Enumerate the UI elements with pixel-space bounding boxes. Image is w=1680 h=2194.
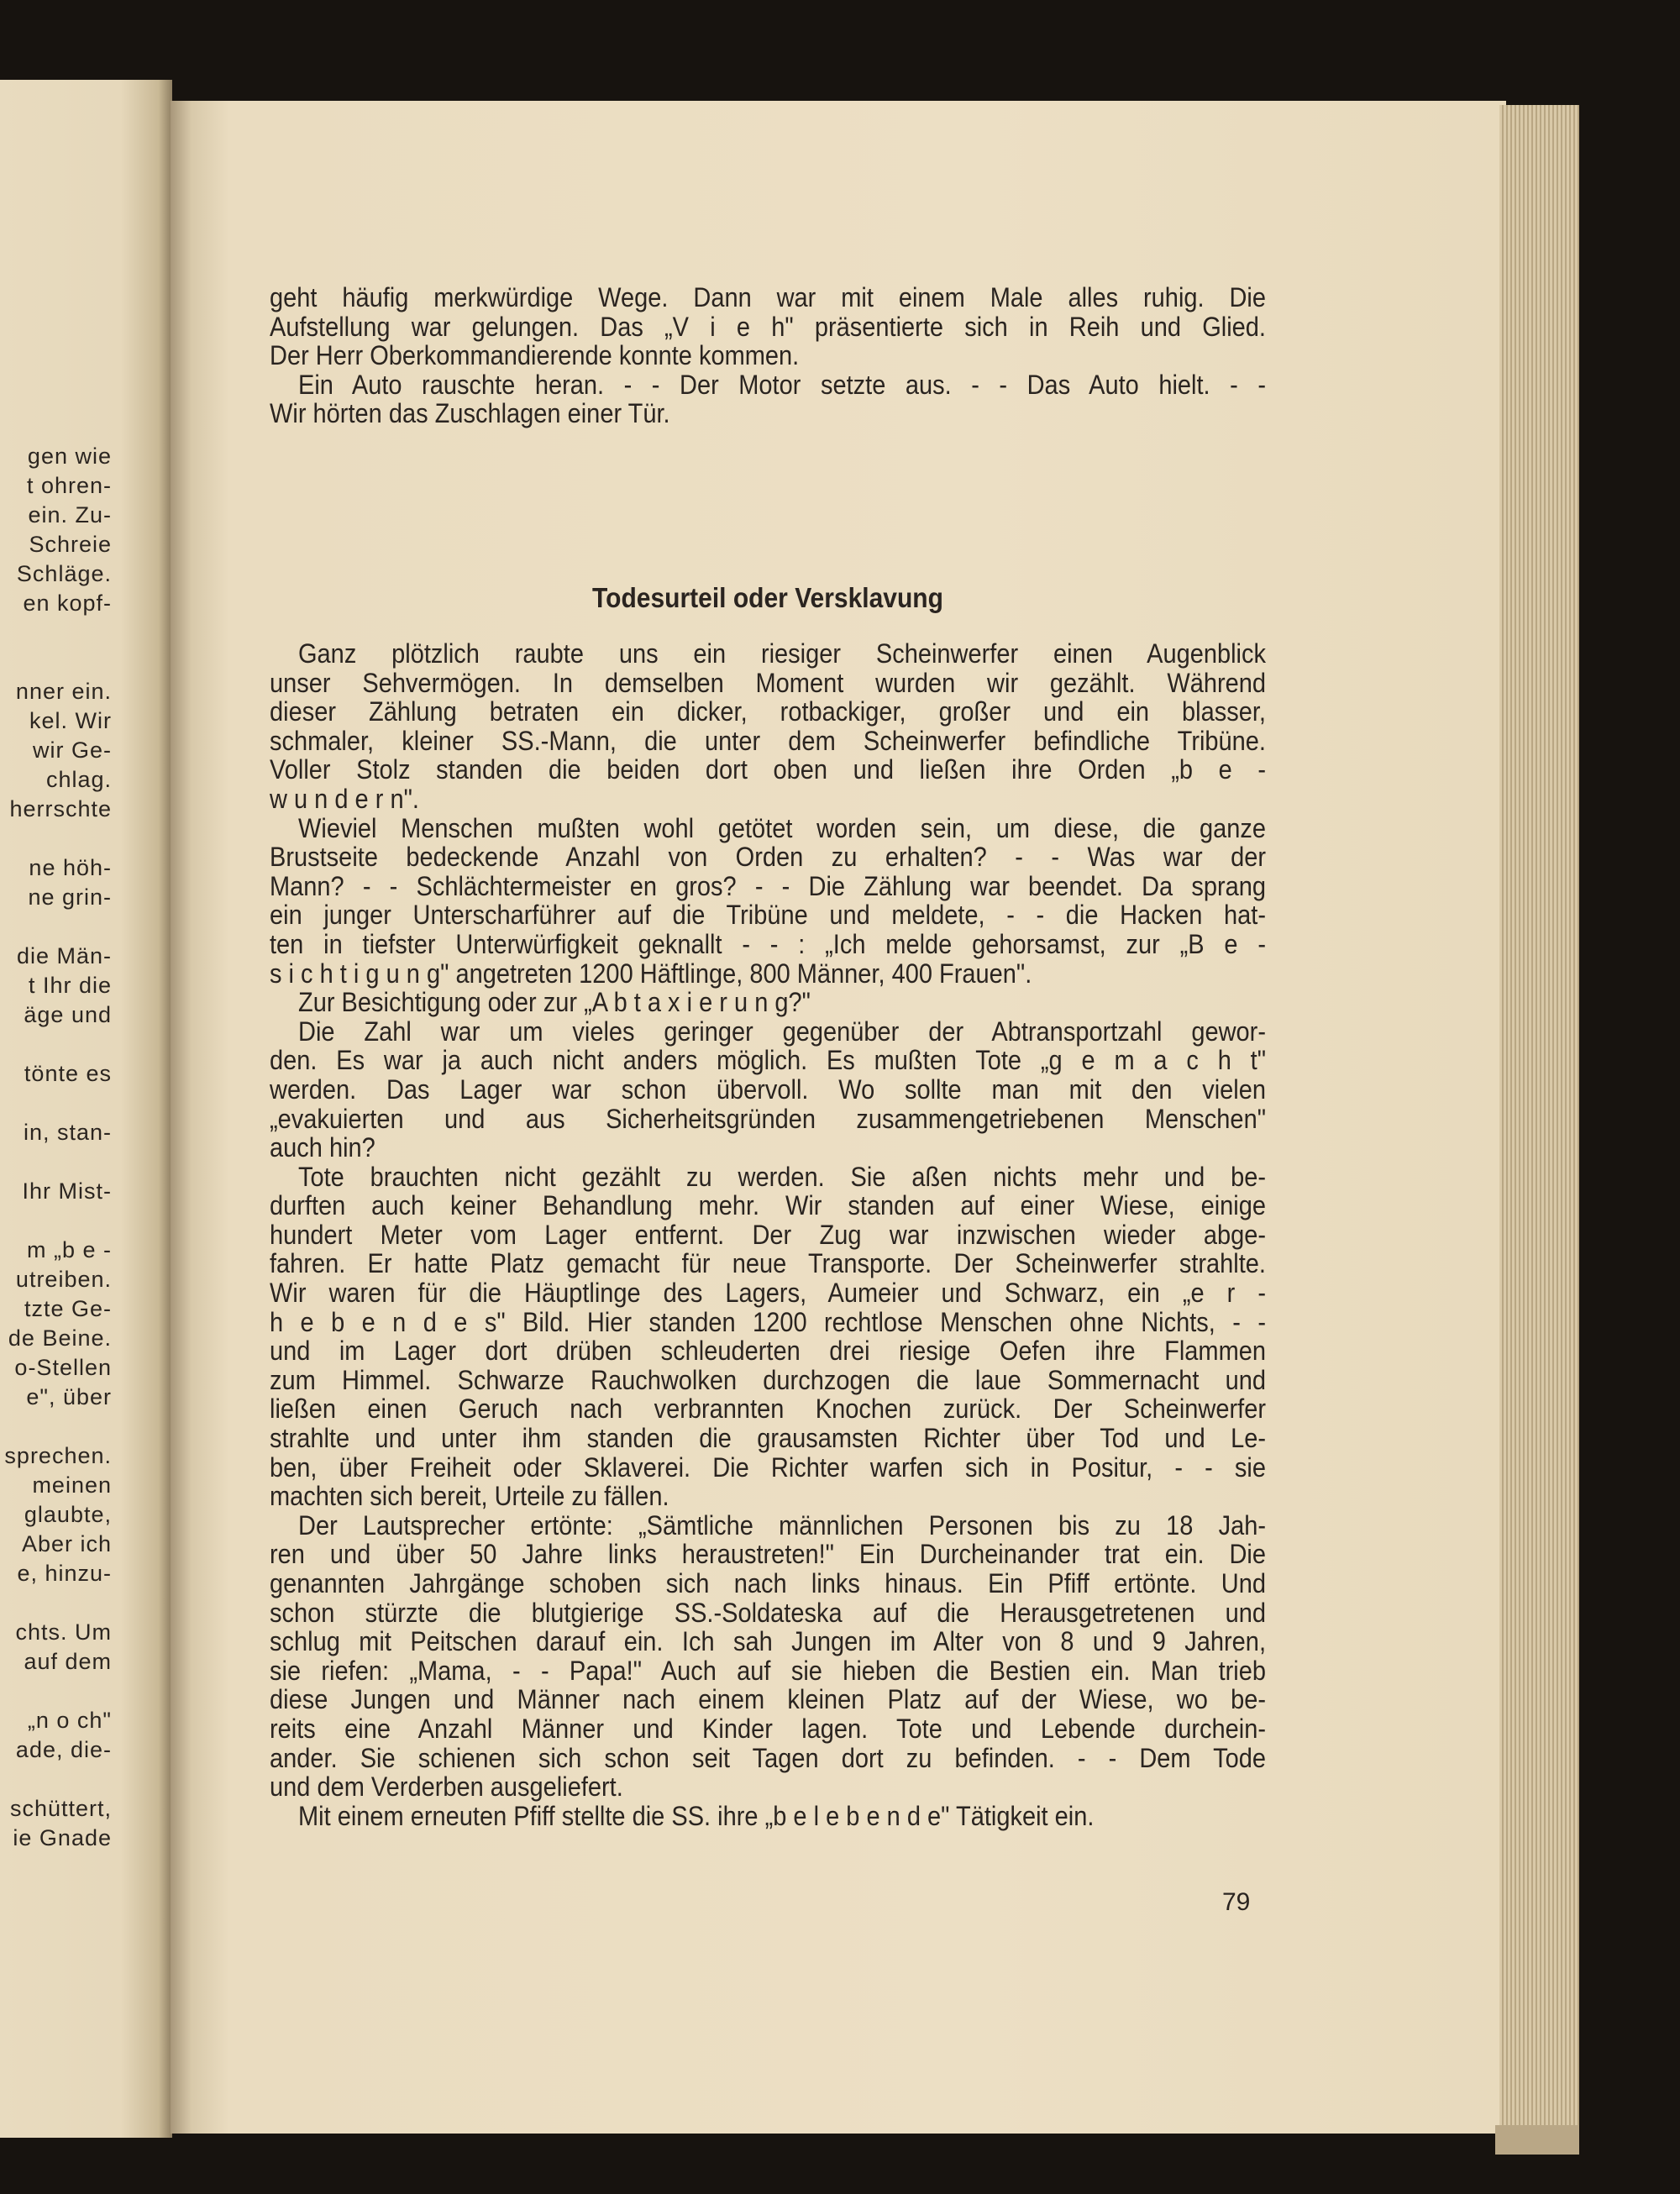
left-page-line: chlag.: [45, 767, 112, 792]
text-line: hundert Meter vom Lager entfernt. Der Zug war inzwischen wieder abge-: [270, 1220, 1266, 1251]
left-page-line: sprechen.: [4, 1443, 112, 1468]
left-page-line: en kopf-: [23, 590, 112, 616]
left-page-line: o-Stellen: [14, 1355, 112, 1380]
text-line: w u n d e r n".: [270, 785, 419, 815]
text-line: zum Himmel. Schwarze Rauchwolken durchzogen die laue Sommernacht und: [270, 1365, 1266, 1396]
left-page-line: herrschte: [9, 796, 112, 821]
text-line: „evakuierten und aus Sicherheitsgründen zusammengetriebenen Menschen": [270, 1104, 1266, 1135]
paragraph: [270, 1163, 1266, 1512]
text-line: Der Herr Oberkommandierende konnte kommen.: [270, 341, 800, 372]
text-line: machten sich bereit, Urteile zu fällen.: [270, 1482, 669, 1513]
left-page-line: äge und: [24, 1002, 112, 1027]
text-line: Wir hörten das Zuschlagen einer Tür.: [270, 399, 670, 430]
left-page-line: auf dem: [24, 1649, 112, 1674]
text-line: unser Sehvermögen. In demselben Moment wurden wir gezählt. Während: [270, 668, 1266, 699]
page-edges: [1499, 105, 1579, 2155]
text-line: Aufstellung war gelungen. Das „V i e h" präsentierte sich in Reih und Glied.: [270, 312, 1266, 343]
left-page-line: Schreie: [29, 532, 112, 557]
text-line: ren und über 50 Jahre links heraustreten!" Ein Durcheinander trat ein. Die: [270, 1540, 1266, 1571]
text-line: und dem Verderben ausgeliefert.: [270, 1772, 623, 1803]
left-page-line: Schläge.: [16, 561, 112, 586]
text-line: ließen einen Geruch nach verbrannten Knochen zurück. Der Scheinwerfer: [270, 1394, 1266, 1425]
left-page-line: chts. Um: [15, 1619, 112, 1645]
text-line: dieser Zählung betraten ein dicker, rotbackiger, großer und ein blasser,: [270, 697, 1266, 728]
left-page-line: Aber ich: [21, 1531, 112, 1556]
left-page-line: gen wie: [27, 444, 112, 469]
left-page-line: tönte es: [24, 1061, 112, 1086]
text-line: Voller Stolz standen die beiden dort oben und ließen ihre Orden „b e -: [270, 755, 1266, 786]
page-number: 79: [1222, 1888, 1251, 1916]
text-line: fahren. Er hatte Platz gemacht für neue Transporte. Der Scheinwerfer strahlte.: [270, 1249, 1266, 1280]
text-line: Wir waren für die Häuptlinge des Lagers, Aumeier und Schwarz, ein „e r -: [270, 1278, 1266, 1309]
text-line: ander. Sie schienen sich schon seit Tagen dort zu befinden. - - Dem Tode: [270, 1743, 1266, 1774]
paragraph: [270, 1512, 1266, 1803]
left-page-line: Ihr Mist-: [22, 1178, 112, 1204]
text-line: und im Lager dort drüben schleuderten drei riesige Oefen ihre Flammen: [270, 1336, 1266, 1367]
left-page-line: kel. Wir: [29, 708, 112, 733]
left-page-line: in, stan-: [23, 1120, 112, 1145]
text-line: strahlte und unter ihm standen die grausamsten Richter über Tod und Le-: [270, 1424, 1266, 1454]
text-line: Tote brauchten nicht gezählt zu werden. Sie aßen nichts mehr und be-: [298, 1162, 1266, 1193]
paragraph: [270, 371, 1266, 429]
left-page-line: e", über: [26, 1384, 112, 1409]
text-line: Wieviel Menschen mußten wohl getötet worden sein, um diese, die ganze: [298, 813, 1266, 844]
text-line: Mann? - - Schlächtermeister en gros? - - Die Zählung war beendet. Da sprang: [270, 871, 1266, 902]
paragraph: [270, 640, 1266, 815]
page-edges-bottom: [1495, 2125, 1579, 2155]
text-line: ten in tiefster Unterwürfigkeit geknallt - - : „Ich melde gehorsamst, zur „B e -: [270, 929, 1266, 960]
text-line: den. Es war ja auch nicht anders möglich. Es mußten Tote „g e m a c h t": [270, 1046, 1266, 1077]
left-page-line: ade, die-: [15, 1737, 112, 1762]
left-page-line: de Beine.: [8, 1325, 112, 1351]
top-text-block: [270, 284, 1266, 429]
text-line: schmaler, kleiner SS.-Mann, die unter dem Scheinwerfer befindliche Tribüne.: [270, 726, 1266, 757]
left-page-line: tzte Ge-: [24, 1296, 112, 1321]
paragraph: [270, 284, 1266, 371]
text-line: auch hin?: [270, 1133, 375, 1163]
paragraph: [270, 1018, 1266, 1163]
left-page-line: t Ihr die: [28, 973, 112, 998]
chapter-heading: Todesurteil oder Versklavung: [592, 583, 943, 614]
text-line: diese Jungen und Männer nach einem kleinen Platz auf der Wiese, wo be-: [270, 1685, 1266, 1716]
left-page-line: glaubte,: [24, 1502, 112, 1527]
left-page-line: wir Ge-: [33, 737, 112, 763]
text-line: Ganz plötzlich raubte uns ein riesiger Scheinwerfer einen Augenblick: [298, 639, 1266, 669]
paragraph: [270, 989, 1266, 1018]
left-page-line: nner ein.: [15, 679, 112, 704]
text-line: sie riefen: „Mama, - - Papa!" Auch auf sie hieben die Bestien ein. Man trieb: [270, 1656, 1266, 1687]
text-line: ein junger Unterscharführer auf die Tribüne und meldete, - - die Hacken hat-: [270, 900, 1266, 932]
paragraph: [270, 815, 1266, 989]
left-page-line: schüttert,: [9, 1796, 112, 1821]
text-line: Zur Besichtigung oder zur „A b t a x i e r u n g?": [298, 988, 811, 1019]
text-line: ben, über Freiheit oder Sklaverei. Die Richter warfen sich in Positur, - - sie: [270, 1452, 1266, 1483]
text-line: Ein Auto rauschte heran. - - Der Motor setzte aus. - - Das Auto hielt. - -: [298, 370, 1266, 401]
text-line: geht häufig merkwürdige Wege. Dann war mit einem Male alles ruhig. Die: [270, 283, 1266, 313]
text-line: s i c h t i g u n g" angetreten 1200 Häftlinge, 800 Männer, 400 Frauen".: [270, 958, 1032, 989]
left-page-line: e, hinzu-: [17, 1561, 112, 1586]
text-line: Der Lautsprecher ertönte: „Sämtliche männlichen Personen bis zu 18 Jah-: [298, 1510, 1266, 1541]
left-page-line: die Män-: [16, 943, 112, 968]
left-page-line: ne höh-: [29, 855, 112, 880]
text-line: Die Zahl war um vieles geringer gegenüber der Abtransportzahl gewor-: [298, 1016, 1266, 1047]
text-line: Mit einem erneuten Pfiff stellte die SS. ihre „b e l e b e n d e" Tätigkeit ein.: [298, 1801, 1095, 1832]
left-page-line: ie Gnade: [13, 1825, 112, 1850]
left-page-line: ne grin-: [28, 884, 112, 910]
left-page-line: utreiben.: [15, 1267, 112, 1292]
text-line: genannten Jahrgänge schoben sich nach links hinaus. Ein Pfiff ertönte. Und: [270, 1569, 1266, 1599]
left-page-line: t ohren-: [26, 473, 112, 498]
text-line: schon stürzte die blutgierige SS.-Soldateska auf die Herausgetretenen und: [270, 1598, 1266, 1629]
text-line: werden. Das Lager war schon übervoll. Wo sollte man mit den vielen: [270, 1074, 1266, 1105]
left-page-line: m „b e -: [26, 1237, 112, 1262]
body-text-block: [270, 640, 1266, 1831]
text-line: reits eine Anzahl Männer und Kinder lagen. Tote und Lebende durchein-: [270, 1714, 1266, 1745]
left-page-line: meinen: [32, 1472, 112, 1498]
text-line: Brustseite bedeckende Anzahl von Orden zu erhalten? - - Was war der: [270, 842, 1266, 874]
text-line: schlug mit Peitschen darauf ein. Ich sah Jungen im Alter von 8 und 9 Jahren,: [270, 1627, 1266, 1658]
left-page-line: ein. Zu-: [28, 502, 112, 528]
text-line: h e b e n d e s" Bild. Hier standen 1200 rechtlose Menschen ohne Nichts, - -: [270, 1307, 1266, 1338]
left-page-line: „n o ch": [27, 1708, 112, 1733]
text-line: durften auch keiner Behandlung mehr. Wir standen auf einer Wiese, einige: [270, 1191, 1266, 1222]
paragraph: [270, 1803, 1266, 1832]
